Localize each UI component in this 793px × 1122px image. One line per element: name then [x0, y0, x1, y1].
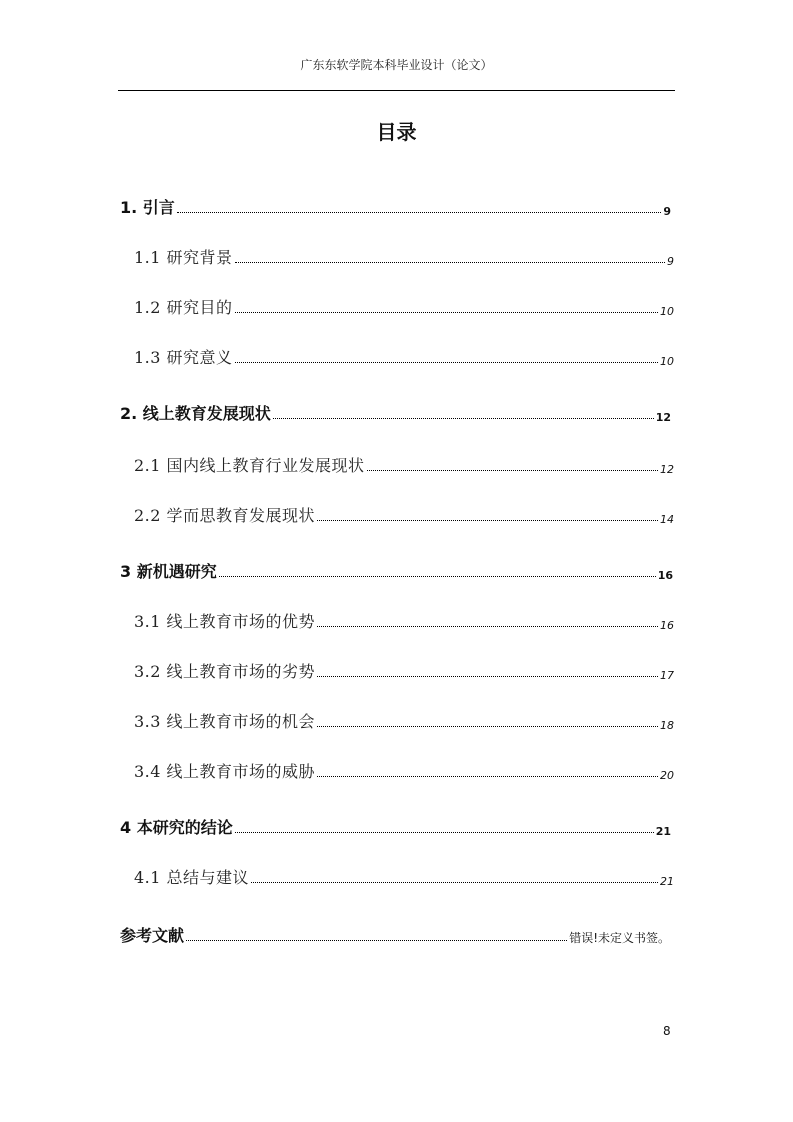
toc-entry-label: 1. 引言	[120, 198, 175, 217]
toc-entry-page: 12	[655, 411, 671, 424]
toc-entry-page: 16	[657, 569, 673, 582]
toc-entry[interactable]	[120, 558, 673, 582]
toc-entry-label: 3 新机遇研究	[120, 562, 217, 581]
toc-entry[interactable]	[120, 814, 671, 838]
toc-entry-label: 1.1 研究背景	[134, 248, 233, 267]
dot-leader	[367, 470, 658, 471]
toc-entry-page: 10	[660, 355, 674, 368]
toc-entry-page: 12	[660, 463, 674, 476]
toc-entry-label: 1.3 研究意义	[134, 348, 233, 367]
toc-entry[interactable]	[134, 294, 674, 318]
dot-leader	[273, 418, 654, 419]
toc-entry-label: 3.3 线上教育市场的机会	[134, 712, 316, 731]
toc-entry-page: 错误!未定义书签。	[569, 931, 670, 945]
dot-leader	[235, 262, 665, 263]
toc-entry-page: 9	[667, 255, 674, 268]
dot-leader	[219, 576, 656, 577]
dot-leader	[317, 726, 658, 727]
dot-leader	[317, 520, 658, 521]
toc-entry[interactable]	[120, 194, 671, 218]
dot-leader	[235, 832, 654, 833]
toc-entry[interactable]	[134, 344, 674, 368]
toc-entry-page: 14	[660, 513, 674, 526]
toc-entry[interactable]	[134, 244, 674, 268]
toc-entry-page: 21	[655, 825, 671, 838]
toc-entry-page: 10	[660, 305, 674, 318]
toc-entry[interactable]	[134, 758, 674, 782]
toc-entry-page: 20	[660, 769, 674, 782]
dot-leader	[317, 626, 658, 627]
toc-entry-label: 3.1 线上教育市场的优势	[134, 612, 316, 631]
toc-entry-label: 4 本研究的结论	[120, 818, 233, 837]
toc-entry[interactable]	[134, 864, 674, 888]
toc-entry[interactable]	[134, 708, 674, 732]
toc-entry-page: 18	[660, 719, 674, 732]
toc-entry-label: 3.2 线上教育市场的劣势	[134, 662, 316, 681]
toc-entry-page: 16	[660, 619, 674, 632]
dot-leader	[251, 882, 658, 883]
toc-entry-label: 3.4 线上教育市场的威胁	[134, 762, 316, 781]
toc-entry-label: 1.2 研究目的	[134, 298, 233, 317]
toc-entry-label: 2.1 国内线上教育行业发展现状	[134, 456, 365, 475]
toc-title: 目录	[376, 120, 417, 144]
toc-entry-label: 2.2 学而思教育发展现状	[134, 506, 316, 525]
toc-entry-page: 17	[660, 669, 674, 682]
dot-leader	[177, 212, 662, 213]
toc-entry[interactable]	[134, 658, 674, 682]
dot-leader	[235, 362, 658, 363]
dot-leader	[317, 676, 658, 677]
toc-entry[interactable]	[134, 502, 674, 526]
toc-entry-page: 9	[663, 205, 671, 218]
dot-leader	[317, 776, 658, 777]
toc-entry-label: 2. 线上教育发展现状	[120, 404, 271, 423]
toc-entry[interactable]	[120, 400, 671, 424]
page-header: 广东东软学院本科毕业设计（论文）	[300, 58, 493, 72]
toc-entry[interactable]	[134, 608, 674, 632]
toc-entry-label: 参考文献	[120, 926, 185, 945]
dot-leader	[186, 940, 567, 941]
toc-entry[interactable]	[120, 922, 670, 946]
toc-entry[interactable]	[134, 452, 674, 476]
page-number: 8	[663, 1024, 671, 1038]
toc-entry-page: 21	[660, 875, 674, 888]
toc-entry-label: 4.1 总结与建议	[134, 868, 250, 887]
dot-leader	[235, 312, 658, 313]
